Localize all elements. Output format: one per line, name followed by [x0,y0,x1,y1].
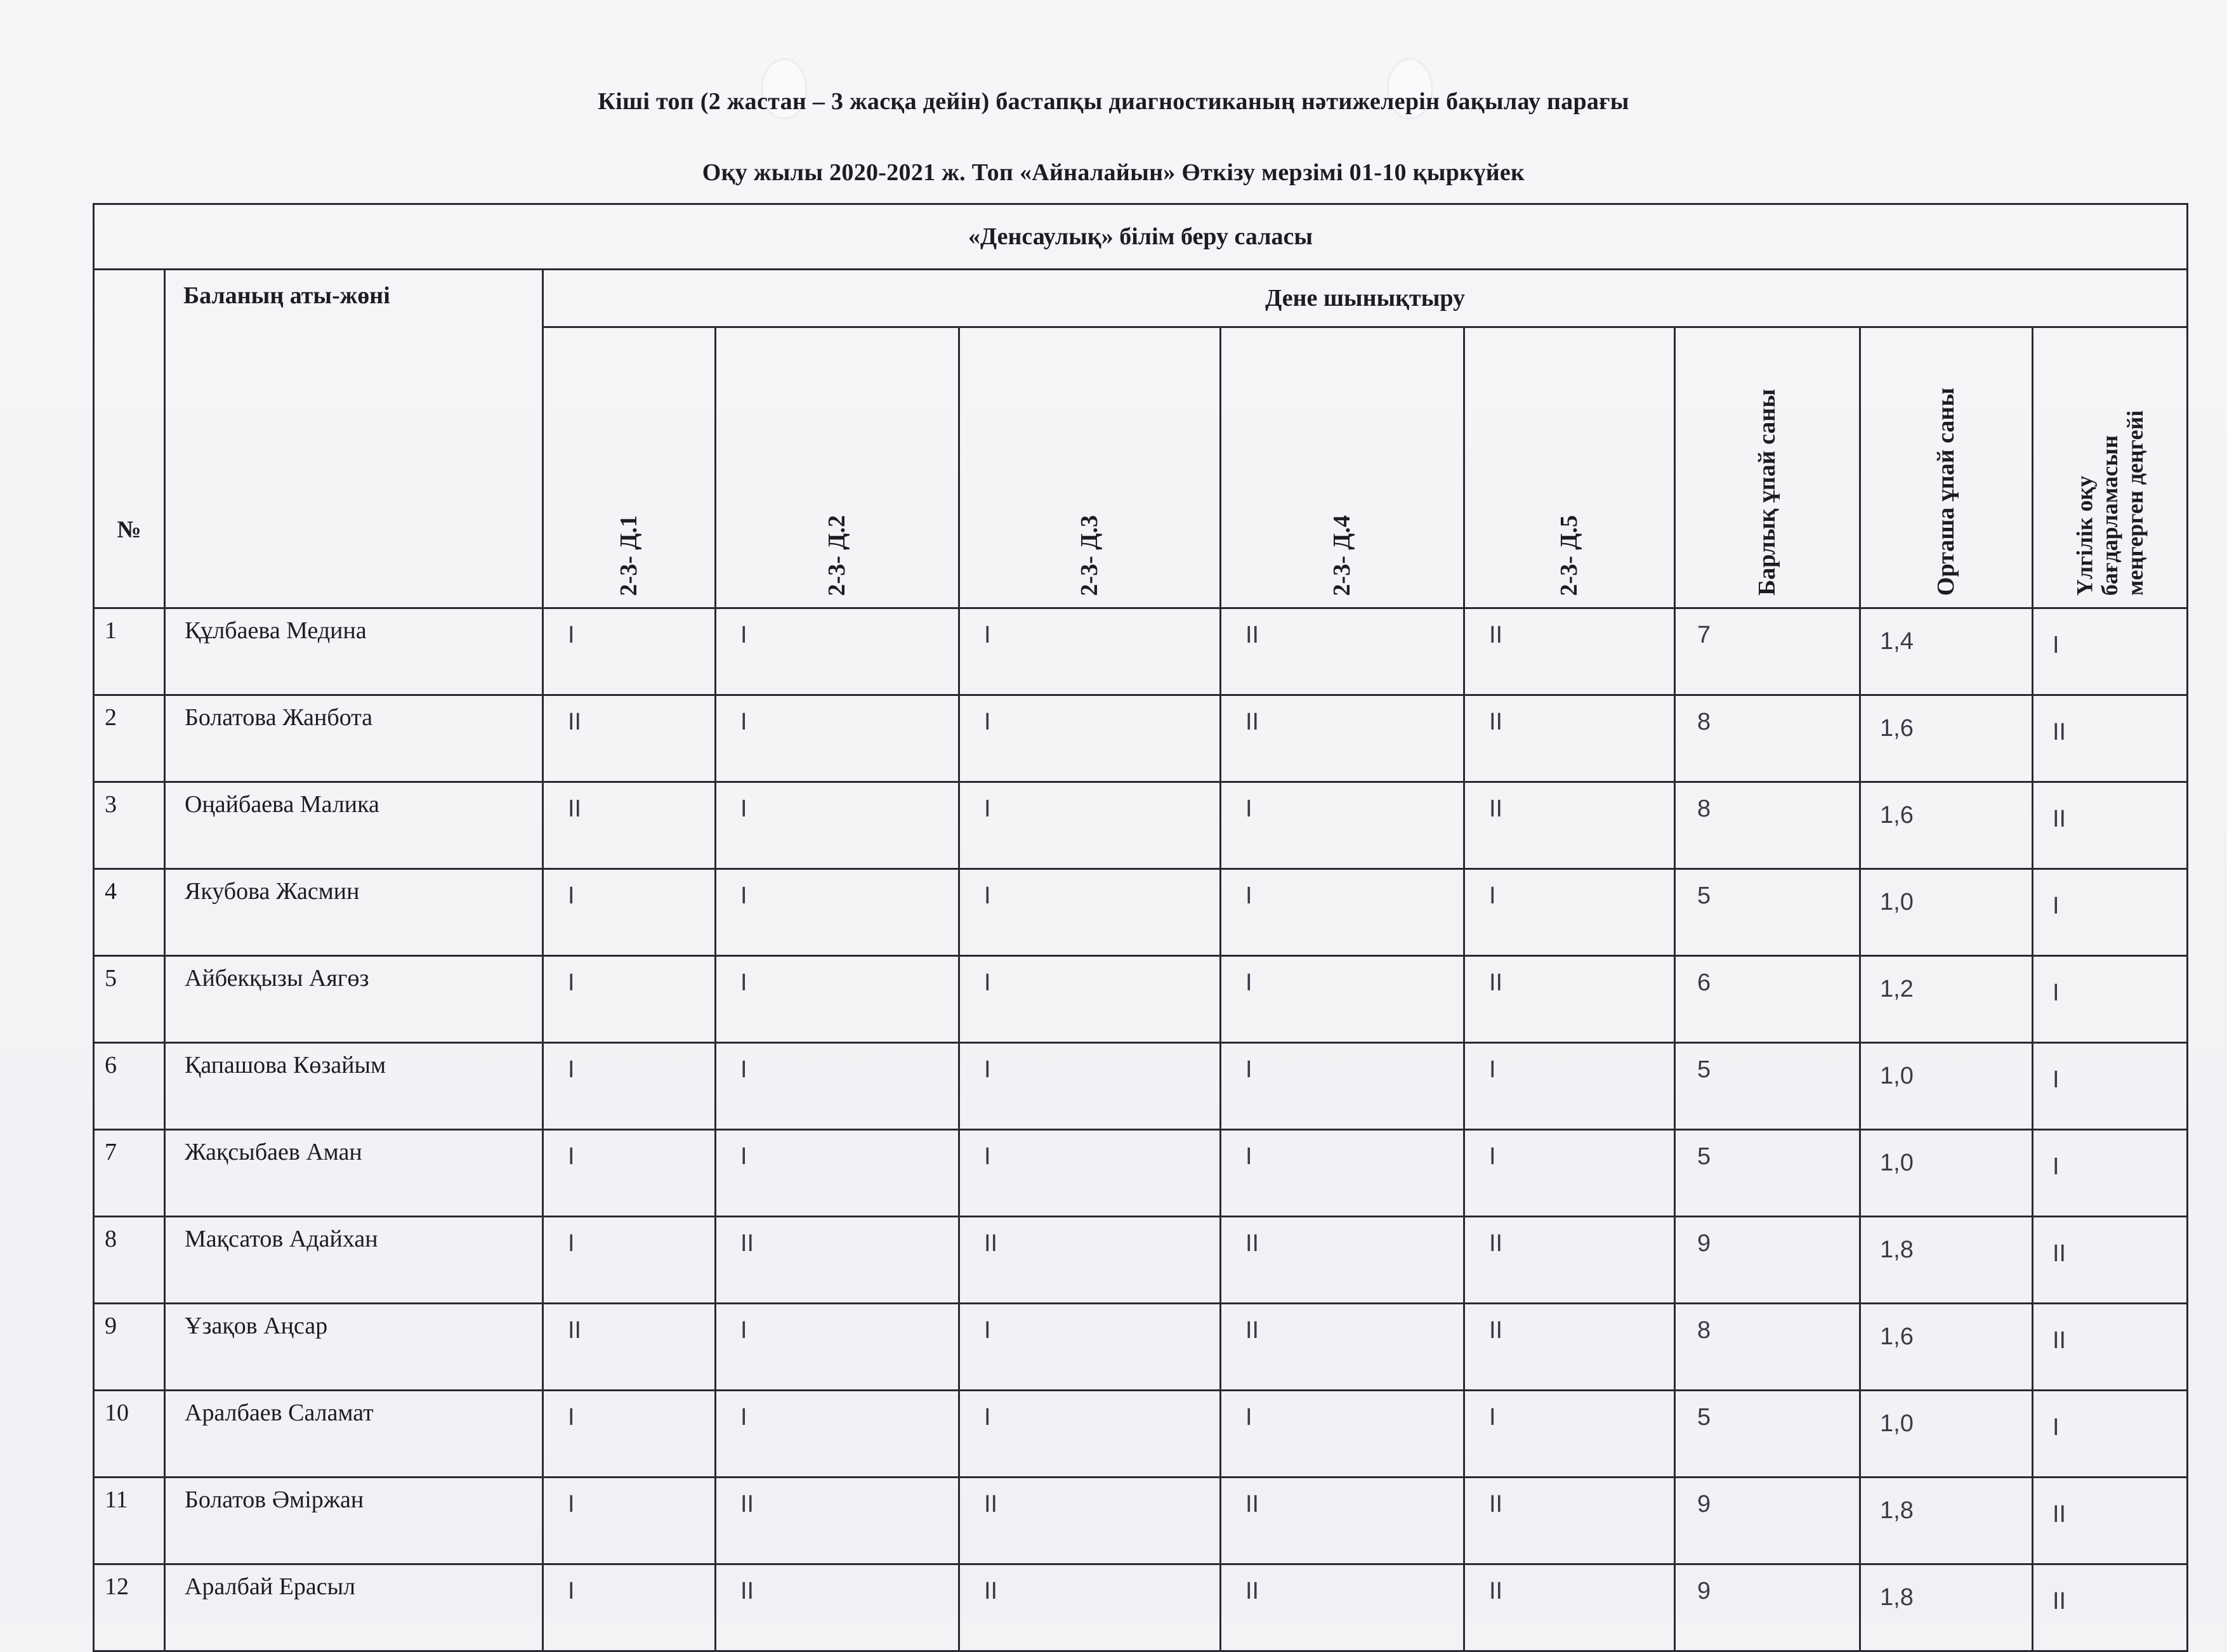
table-row [94,956,2188,1043]
score-d4: II [1221,608,1464,695]
domain-header: «Денсаулық» білім беру саласы [94,204,2188,270]
score-d4: II [1221,695,1464,782]
row-number: 12 [94,1564,165,1651]
score-d3: I [959,1391,1221,1478]
score-d3: II [959,1478,1221,1564]
total-score: 6 [1675,956,1860,1043]
mastery-level: II [2033,695,2188,782]
score-d3: I [959,956,1221,1043]
column-header-average: Орташа ұпай саны [1860,327,2033,608]
score-d2: I [716,695,959,782]
table-row [94,1478,2188,1564]
total-score: 9 [1675,1217,1860,1304]
child-name: Ұзақов Аңсар [165,1304,543,1391]
mastery-level: I [2033,608,2188,695]
table-row [94,869,2188,956]
total-score: 8 [1675,782,1860,869]
row-number: 11 [94,1478,165,1564]
table-row [94,1043,2188,1130]
score-d4: II [1221,1478,1464,1564]
column-header-d1: 2-3- Д.1 [543,327,716,608]
score-d5: I [1464,1043,1675,1130]
score-d1: I [543,1391,716,1478]
row-number: 7 [94,1130,165,1217]
score-d2: II [716,1564,959,1651]
score-d3: II [959,1564,1221,1651]
child-name: Якубова Жасмин [165,869,543,956]
table-row [94,1304,2188,1391]
score-d3: I [959,608,1221,695]
score-d5: II [1464,1478,1675,1564]
score-d2: I [716,1130,959,1217]
mastery-level: I [2033,1043,2188,1130]
child-name: Аралбаев Саламат [165,1391,543,1478]
table-row [94,695,2188,782]
score-d5: II [1464,1304,1675,1391]
score-d5: II [1464,608,1675,695]
total-score: 5 [1675,1043,1860,1130]
score-d1: II [543,782,716,869]
score-d4: I [1221,869,1464,956]
score-d3: II [959,1217,1221,1304]
score-d4: I [1221,1391,1464,1478]
child-name: Болатова Жанбота [165,695,543,782]
child-name: Болатов Әміржан [165,1478,543,1564]
row-number: 6 [94,1043,165,1130]
average-score: 1,2 [1860,956,2033,1043]
score-d5: I [1464,1130,1675,1217]
score-d3: I [959,1043,1221,1130]
total-score: 5 [1675,869,1860,956]
table-row [94,1217,2188,1304]
child-name: Қапашова Көзайым [165,1043,543,1130]
mastery-level: II [2033,1217,2188,1304]
score-d3: I [959,869,1221,956]
mastery-level: II [2033,1304,2188,1391]
score-d5: II [1464,695,1675,782]
mastery-level: I [2033,1130,2188,1217]
total-score: 8 [1675,695,1860,782]
table-row [94,608,2188,695]
average-score: 1,0 [1860,1043,2033,1130]
score-d3: I [959,1304,1221,1391]
column-header-d2: 2-3- Д.2 [716,327,959,608]
mastery-level: II [2033,1478,2188,1564]
total-score: 9 [1675,1564,1860,1651]
score-d2: I [716,608,959,695]
score-d1: I [543,869,716,956]
average-score: 1,6 [1860,695,2033,782]
score-d3: I [959,695,1221,782]
score-d5: II [1464,956,1675,1043]
table-row [94,782,2188,869]
mastery-level: II [2033,782,2188,869]
average-score: 1,8 [1860,1217,2033,1304]
score-d1: II [543,695,716,782]
score-d1: I [543,1478,716,1564]
score-d5: I [1464,869,1675,956]
column-header-level: Үлгілік оқу бағдарламасын меңгерген деңгейі [2033,327,2188,608]
score-d5: II [1464,782,1675,869]
score-d2: I [716,956,959,1043]
child-name: Құлбаева Медина [165,608,543,695]
child-name: Оңайбаева Малика [165,782,543,869]
score-d1: I [543,1564,716,1651]
score-d3: I [959,782,1221,869]
child-name: Айбекқызы Аягөз [165,956,543,1043]
table-row [94,1391,2188,1478]
child-name: Жақсыбаев Аман [165,1130,543,1217]
total-score: 5 [1675,1130,1860,1217]
score-d1: I [543,608,716,695]
score-d2: I [716,1391,959,1478]
average-score: 1,6 [1860,1304,2033,1391]
column-header-total: Барлық ұпай саны [1675,327,1860,608]
column-header-d3: 2-3- Д.3 [959,327,1221,608]
average-score: 1,8 [1860,1564,2033,1651]
score-d1: I [543,956,716,1043]
document-subtitle: Оқу жылы 2020-2021 ж. Топ «Айналайын» Өткізу мерзімі 01-10 қыркүйек [702,159,1525,186]
column-header-d5: 2-3- Д.5 [1464,327,1675,608]
score-d2: I [716,782,959,869]
total-score: 8 [1675,1304,1860,1391]
total-score: 9 [1675,1478,1860,1564]
table-row [94,1564,2188,1651]
mastery-level: I [2033,956,2188,1043]
mastery-level: I [2033,869,2188,956]
row-number: 2 [94,695,165,782]
score-d4: II [1221,1217,1464,1304]
number-column-header: № [94,270,165,608]
average-score: 1,4 [1860,608,2033,695]
score-d3: I [959,1130,1221,1217]
average-score: 1,8 [1860,1478,2033,1564]
score-d2: II [716,1478,959,1564]
mastery-level: II [2033,1564,2188,1651]
row-number: 5 [94,956,165,1043]
row-number: 8 [94,1217,165,1304]
score-d1: II [543,1304,716,1391]
score-d2: II [716,1217,959,1304]
document-title: Кіші топ (2 жастан – 3 жасқа дейін) бастапқы диагностиканың нәтижелерін бақылау парағы [598,88,1629,115]
score-d1: I [543,1043,716,1130]
column-header-d4: 2-3- Д.4 [1221,327,1464,608]
subject-header: Дене шынықтыру [543,270,2188,327]
name-column-header: Баланың аты-жөні [165,270,543,608]
score-d5: II [1464,1564,1675,1651]
table-row [94,1130,2188,1217]
score-d5: I [1464,1391,1675,1478]
average-score: 1,0 [1860,1130,2033,1217]
mastery-level: I [2033,1391,2188,1478]
child-name: Мақсатов Адайхан [165,1217,543,1304]
score-d4: II [1221,1304,1464,1391]
score-d2: I [716,869,959,956]
child-name: Аралбай Ерасыл [165,1564,543,1651]
table-body [94,608,2188,1651]
row-number: 4 [94,869,165,956]
score-d1: I [543,1130,716,1217]
average-score: 1,6 [1860,782,2033,869]
score-d2: I [716,1043,959,1130]
average-score: 1,0 [1860,869,2033,956]
results-table [93,203,2188,1652]
total-score: 5 [1675,1391,1860,1478]
score-d4: I [1221,1043,1464,1130]
total-score: 7 [1675,608,1860,695]
row-number: 1 [94,608,165,695]
row-number: 3 [94,782,165,869]
average-score: 1,0 [1860,1391,2033,1478]
score-d4: I [1221,1130,1464,1217]
score-d5: II [1464,1217,1675,1304]
score-d1: I [543,1217,716,1304]
score-d2: I [716,1304,959,1391]
score-d4: I [1221,956,1464,1043]
row-number: 10 [94,1391,165,1478]
row-number: 9 [94,1304,165,1391]
score-d4: II [1221,1564,1464,1651]
score-d4: I [1221,782,1464,869]
